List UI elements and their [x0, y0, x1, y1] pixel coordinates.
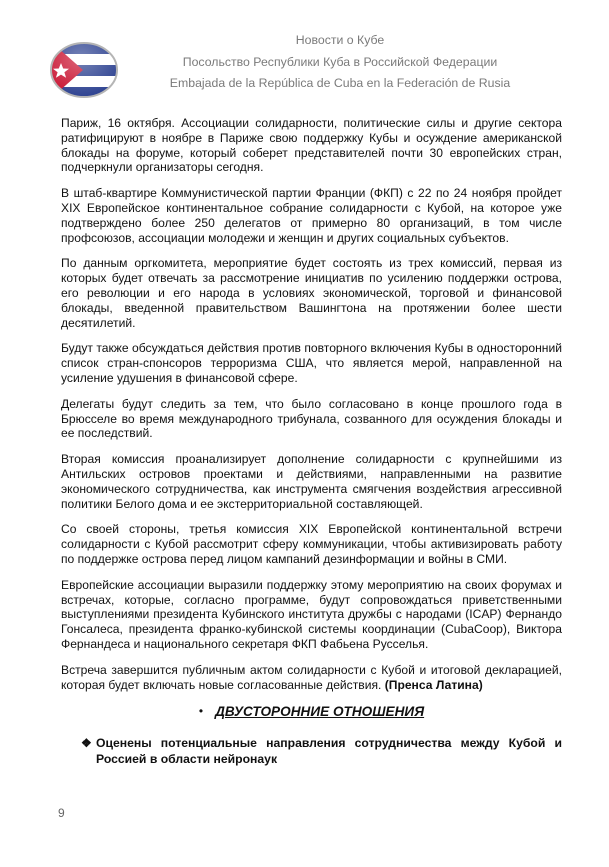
- section-title: ДВУСТОРОННИЕ ОТНОШЕНИЯ: [215, 704, 425, 720]
- section-heading: [61, 703, 562, 720]
- header-embassy-es: Embajada de la República de Cuba en la Federación de Rusia: [169, 76, 511, 90]
- diamond-bullet-icon: ❖: [81, 736, 92, 751]
- header-title: Новости о Кубе: [295, 33, 385, 47]
- header-embassy-ru: Посольство Республики Куба в Российской Федерации: [182, 54, 498, 69]
- paragraph: Париж, 16 октября. Ассоциации солидарности, политические силы и другие сектора ратифицируют в ноябре в Париже свою поддержку Кубы и осуждение американской блокады на форуме, который соберет представителей почти 30 европейских стран, подчеркнули организаторы сегодня.: [61, 116, 562, 175]
- paragraph: По данным оргкомитета, мероприятие будет состоять из трех комиссий, первая из которых будет отвечать за рассмотрение инициатив по усилению поддержки острова, его революции и его народа в условиях экономической, торговой и финансовой блокады, введенной правительством Вашингтона на протяжении более шести десятилетий.: [61, 256, 562, 330]
- page-header: [130, 30, 550, 95]
- paragraph: Со своей стороны, третья комиссия XIX Европейской континентальной встречи солидарности с Кубой рассмотрит сферу коммуникации, чтобы активизировать работу по поддержке острова перед лицом кампаний дезинформации и войны в СМИ.: [61, 522, 562, 566]
- paragraph: Делегаты будут следить за тем, что было согласовано в конце прошлого года в Брюсселе во время международного трибунала, созванного для осуждения блокады и ее последствий.: [61, 396, 562, 441]
- paragraph: В штаб-квартире Коммунистической партии Франции (ФКП) с 22 по 24 ноября пройдет XIX Европейское континентальное собрание солидарности с Кубой, на которое уже подтверждено более 250 делегатов от примерно 80 организаций, в том числе профсоюзов, ассоциации молодежи и женщин и других социальных субъектов.: [61, 186, 562, 245]
- paragraph: Будут также обсуждаться действия против повторного включения Кубы в односторонний список стран-спонсоров терроризма США, что является мерой, направленной на усиление удушения в финансовой сфере.: [61, 341, 562, 385]
- subheading: [61, 735, 562, 767]
- subheading-text: Оценены потенциальные направления сотрудничества между Кубой и Россией в области нейронаук: [96, 736, 562, 767]
- news-source: (Пренса Латина): [384, 677, 483, 692]
- paragraph: Вторая комиссия проанализирует дополнение солидарности с крупнейшими из Антильских островов проектами и действиями, направленными на развитие экономического сотрудничества, как инструмента смягчения воздействия агрессивной политики Белого дома и ее экстерриториальной составляющей.: [61, 452, 562, 511]
- paragraph: Европейские ассоциации выразили поддержку этому мероприятию на своих форумах и встречах, которые, согласно программе, будут сопровождаться приветственными выступлениями президента Кубинского института дружбы с народами (ICAP) Фернандо Гонсалеса, президента франко-кубинской системы координации (CubaCoop), Виктора Фернандеса и национального секретаря ФКП Фабьена Русселья.: [61, 577, 562, 651]
- closing-text: Встреча завершится публичным актом солидарности с Кубой и итоговой декларацией, которая будет включать новые согласованные действия.: [61, 662, 562, 692]
- page-number: 9: [58, 806, 65, 820]
- article-body: [61, 116, 562, 767]
- cuba-flag-logo: [49, 40, 119, 100]
- bullet-icon: •: [198, 704, 204, 719]
- closing-paragraph: [61, 663, 562, 693]
